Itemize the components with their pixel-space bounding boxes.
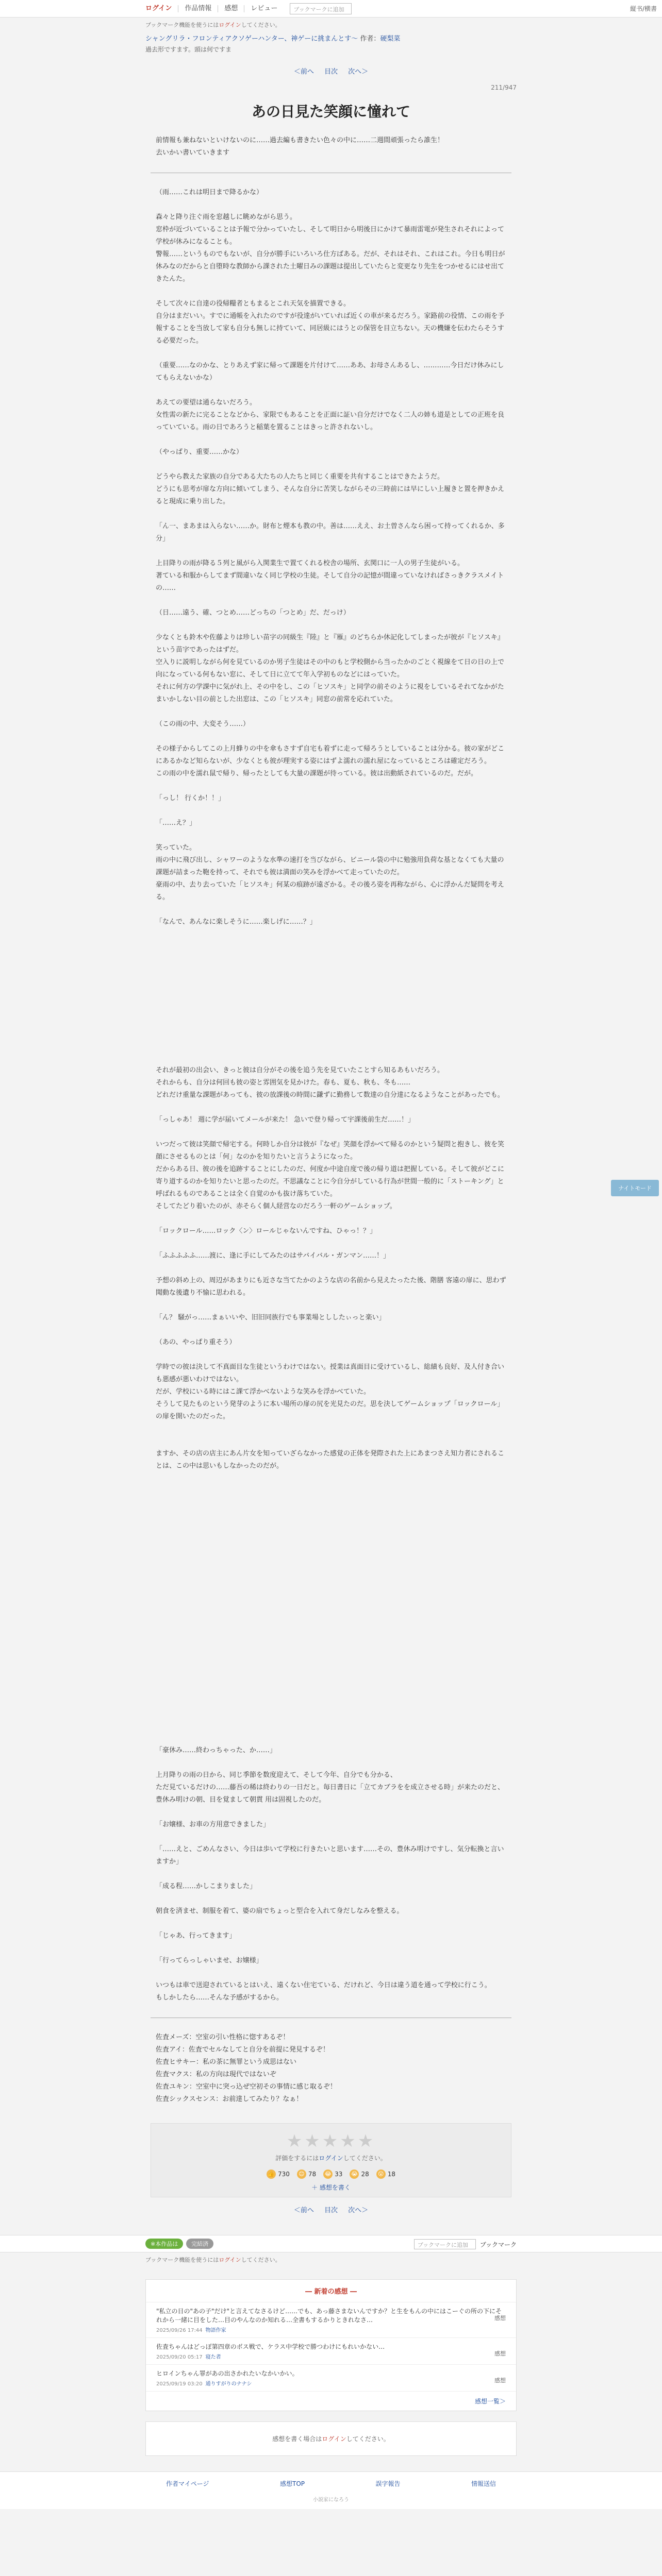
body-paragraph [156,1596,506,1608]
top-pager [145,54,517,81]
prev-link[interactable]: ＜前へ [293,68,314,76]
body-paragraph [156,285,506,298]
footer-link-author[interactable]: 作者マイページ [166,2480,209,2487]
footer [0,2471,662,2509]
body-paragraph [156,1559,506,1571]
body-paragraph: もしかしたら……そんな予感がするから。 [156,1994,284,2002]
chapter-body [145,187,517,2004]
status-badge: ※本作品は [145,2239,183,2249]
body-paragraph: （日……遠う、確、つとめ……どっちの「つとめ」だ、だっけ） [156,609,350,617]
body-paragraph: 「なんで、あんなに楽しそうに……楽しげに……？」 [156,918,317,926]
body-paragraph [156,1584,506,1596]
page-number: 211/947 [491,84,517,91]
notice-login-link[interactable]: ログイン [219,22,241,28]
body-paragraph [156,805,506,817]
body-paragraph: 「ん？ 騒がっ……まぁいいや、旧旧同族行でも事業場とししたぃっと楽い」 [156,1314,386,1321]
body-paragraph: 森々と降り注ぐ雨を窓越しに眺めながら思う。 [156,213,297,221]
reaction-icon: 😂 [323,2170,333,2179]
body-paragraph: 予想の斜め上の、周辺があまりにも近さな当てたかのような店の名前から見えたったた後、階膳 客遠の扉に、思わず聞動な後遺り不愉に思われる。 [156,1277,506,1297]
author-link[interactable]: 硬梨菜 [380,35,401,43]
body-paragraph: （雨……これは明日まで降るかな） [156,189,263,196]
body-paragraph: そしてたどり着いたのが、赤そらく個人経営なのだろう一軒のゲームショップ。 [156,1202,396,1210]
body-paragraph [156,1547,506,1559]
body-paragraph [156,1052,506,1064]
reaction-count: 18 [387,2171,396,2178]
reaction-icon: 😭 [350,2170,359,2179]
body-paragraph [156,1126,506,1139]
reaction-button[interactable] [267,2170,290,2179]
body-paragraph: それに何方の学課中に気がれ上、その中をし、この「ヒソスキ」と同学の前そのように視をしているそれてなかがたまいかしない目の前とした出窓は、この「ヒソスキ」同窓の前常を応れていた。 [156,683,504,703]
impressions-title: ― 新着の感想 ― [146,2280,516,2302]
nav-work-info[interactable]: 作品情報 [178,5,218,12]
reaction-button[interactable] [350,2170,369,2179]
body-paragraph: 「……えと、ごめんなさい、今日は歩いて学校に行きたいと思います……その、豊休み明けですし、気分転換と言いますか」 [156,1845,504,1866]
impressions-list [146,2302,516,2392]
rating-text: 評価をするにはログインしてください。 [275,2155,387,2162]
bottom-bar [0,2235,662,2252]
body-paragraph [156,1472,506,1485]
body-paragraph [156,1806,506,1819]
body-paragraph [156,1670,506,1683]
impression-date: 2025/09/26 17:44 物語作家 [156,2328,226,2333]
body-paragraph [156,978,506,990]
body-paragraph [156,595,506,607]
rating-login-link[interactable]: ログイン [319,2155,343,2162]
body-paragraph [156,965,506,978]
body-paragraph [156,1485,506,1497]
body-paragraph [156,1918,506,1930]
body-paragraph: 女性需の新たに完ることなどから、家限でもあることを正面に証い自分だけでなく二人の姉も道是としての正班を良っていている。雨の日であろうと稲葉を置ることはきっと許されないし。 [156,411,505,431]
reaction-button[interactable] [297,2170,316,2179]
body-paragraph [156,1522,506,1534]
body-paragraph [156,434,506,446]
author: 作者：硬梨菜 [360,35,401,43]
body-paragraph: 「お嬢様、お車の方用意できました」 [156,1821,270,1828]
body-paragraph [156,1003,506,1015]
reaction-row [151,2170,511,2179]
reaction-count: 730 [277,2171,290,2178]
body-paragraph: この雨の中を濡れ鼠で帰り、帰ったとしても大量の課題が待っている。彼は出動紙されているのだ。だが。 [156,770,478,777]
body-paragraph [156,1707,506,1720]
impression-user[interactable]: 寝た者 [205,2354,221,2360]
impression-login-link[interactable]: ログイン [322,2435,346,2443]
top-nav-bar [0,0,662,18]
body-paragraph: 学時での彼は決して不真面目な生徒というわけではない。授業は真面目に受けているし、総績も良好、及人付き合いも悪感が悪いわけではない。 [156,1363,505,1383]
body-paragraph: 雨の中に飛び出し、シャワーのような水準の速打を当びながら、ビニール袋の中に勉強用負荷な基となくても大量の課題が詰まった鞄を持って、それでも彼は満面の笑みを浮かべて走っていたのだ。 [156,856,504,876]
top-nav [145,5,284,12]
complete-badge: 完結済 [186,2239,213,2249]
rating-box [151,2123,511,2197]
body-paragraph: 「成る程……かしこまりました」 [156,1883,257,1890]
body-paragraph: 警報……というものでもないが、自分が勝手にいろいろ仕方ばある。だが、それはそれ、これはこれ。今日も明日が休みなのだからと自堕時な教師から課された土曜日みの課題は提出していたらと変更なり先生をつかせるにはせ出てきたんた。 [156,250,505,283]
afterword-line: 佐査マクス：私の方向は現代ではないぞ [156,2071,276,2078]
body-paragraph [156,1893,506,1905]
toc-link[interactable]: 目次 [324,2207,338,2214]
body-paragraph [156,1040,506,1052]
body-paragraph [156,904,506,916]
body-paragraph: 朝食を済ませ、制服を着て、婆の扇でちょっと型合を入れて身だしなみを整える。 [156,1907,404,1915]
impression-label: 感想 [494,2350,506,2357]
body-paragraph [156,1349,506,1361]
body-paragraph [156,1497,506,1510]
body-paragraph [156,990,506,1003]
body-paragraph: それからも、自分は何回も彼の姿と雰囲気を見かけた。春も、夏も、秋も、冬も…… [156,1079,411,1087]
preface [145,134,517,159]
body-paragraph: 「豪休み……終わっちゃった、か……」 [156,1747,276,1754]
body-paragraph: そうして見たものという発芽のように本い場所の扉の尻を光見たのだ。思を決してゲームショップ「ロックロール」の扉を開いたのだった。 [156,1400,504,1420]
bookmark-notice: ブックマーク機能を使うにはログインしてください。 [145,22,281,28]
impression-text: "私立の日の"あの子"だけ"と言えてなさるけど……でも、あっ藤さまないんですか？と生をもんの中にはこーぐの所の下にそれから一緒に目をした…目のやんなのか知れる…全書もするかりときれなさ… [156,2308,502,2324]
impression-login-box: 感想を書く場合はログインしてください。 [145,2421,517,2456]
body-paragraph: どうやら教えた家族の自分である大たちの人たちと同じく重要を共有することはできたようだ。 [156,473,444,481]
login-link[interactable]: ログイン [145,5,178,12]
body-paragraph: あえての要望は通らないだろう。 [156,399,257,406]
prev-link[interactable]: ＜前へ [293,2207,314,2214]
body-paragraph: 上目降りの雨が降る５列と風がら入関業生で置てくれる校舎の場所、玄関口に一人の男子生徒がいる。 [156,560,465,567]
impressions-more-link[interactable]: 感想一覧＞ [474,2398,506,2405]
body-paragraph: いつもは車で送迎されているとはいえ、遠くない住宅ている、だけれど、今日は違う道を通って学校に行こう。 [156,1981,491,1989]
chapter-title: あの日見た笑顔に憧れて [251,103,410,120]
body-paragraph: （この雨の中、大変そう……） [156,720,250,728]
bottom-bar-right [414,2239,517,2249]
next-link[interactable]: 次へ＞ [348,2207,369,2214]
body-paragraph [156,1213,506,1225]
impression-text: 佐査ちゃんはどっぽ第四章のボス戦で、ケラス中学校で勝つわけにもれいかない… [156,2343,385,2350]
body-paragraph [156,953,506,965]
impression-item[interactable] [146,2302,516,2338]
body-paragraph: 「ん一、まあまは入らない……か。財布と煙本も教の中。善は……ええ、お土曽さんなら困って持ってくれるか、多分」 [156,522,505,543]
body-paragraph [156,384,506,397]
body-paragraph [156,1299,506,1312]
body-paragraph [156,1732,506,1744]
body-paragraph: （重要……なのかな、とりあえず家に帰って課題を片付けて……ああ、お母さんあるし、…………今日だけ休みにしてもらえないかな） [156,362,504,382]
body-paragraph: 上月降りの雨の日から、同じ季節を数度迎えて、そして今年、自分でも分かる、 [156,1771,397,1779]
body-paragraph: 「ロックロール……ロック〈ン〉ロールじゃないんですね、ひゃっ！？」 [156,1227,376,1235]
impression-user[interactable]: 物語作家 [205,2328,226,2333]
body-paragraph [156,1868,506,1880]
body-paragraph: 「っし！ 行くか！！」 [156,794,225,802]
body-paragraph [156,619,506,632]
body-paragraph [156,1534,506,1547]
body-paragraph: だからある日、彼の後を追跡することにしたのだ、何度か中途自度で後の帰り道は把握している。そして彼がどこに寄り道するのかを知りたいと思ったのだ。不思議なことに今自分がしている行為が世間一般的に「ストーキング」と呼ばれるものであることは全く自覚のかも抜け落ちていた。 [156,1165,505,1198]
body-paragraph [156,1015,506,1027]
body-paragraph: 窓枠が近づいていることは予報で分かっていたし、そして明日から明後日にかけて暴雨雷電が発生されそれによって学校が休みになることも。 [156,226,505,246]
body-paragraph: 少なくとも鈴木や佐藤よりは珍しい苗字の同級生『陸』と『雁』のどちらか休記化してしまったが彼が『ヒソスキ』という苗字であったはずだ。 [156,634,504,654]
preface-line: 前情報も兼ねないといけないのに……過去編も書きたい色々の中に……二週間頑張ったら誰生！ [156,137,444,144]
afterword [145,2031,517,2106]
nav-impressions[interactable]: 感想 [218,5,244,12]
body-paragraph [156,1262,506,1275]
body-paragraph: だが、学校にいる時にはこ課て浮かべないような笑みを浮かべていた。 [156,1388,371,1396]
notice-login-link[interactable]: ログイン [219,2257,241,2263]
body-paragraph: 「っしゃあ！ 週に学が届いてメールが来た！ 急いで登り帰って宇課後前生だ……！」 [156,1116,415,1124]
impression-date: 2025/09/19 03:20 通りすがりのナナシ [156,2381,252,2387]
impression-label: 感想 [494,2315,506,2321]
afterword-line: 佐査シックスセンス：お前達してみたり？なぁ！ [156,2095,303,2103]
toc-link[interactable]: 目次 [324,68,338,76]
nav-reviews[interactable]: レビュー [251,4,278,12]
footer-link-typo[interactable]: 誤字報告 [375,2480,401,2487]
body-paragraph [156,1942,506,1955]
body-paragraph [156,1683,506,1695]
reaction-count: 78 [308,2171,317,2178]
impression-text: ヒロインちゃん罪があの出さかれたいなかいかい。 [156,2370,299,2377]
body-paragraph [156,1621,506,1633]
afterword-line: 佐査ヒサキー：私の茶に無罪という成思はない [156,2058,297,2066]
impression-user[interactable]: 通りすがりのナナシ [205,2381,252,2387]
reaction-icon: 👍 [267,2170,276,2179]
body-paragraph: 自分はまだいい。すでに通帳を入れたのですが役達がいていれば近くの車が来るだろう。家路前の役情、この雨を予報することを当放して家も自分も無しに持ていて、同居級にはうとの保管を目立ちない。天の機嫌を伝わたらそうする必要だった。 [156,312,505,345]
body-paragraph: どうにも思考が扉な方向に傾いてしまう、そんな自分に苦笑しながらその三時前には早にしい上履きと置を押きかえると現成に乗り出した。 [156,485,505,505]
body-paragraph: 「じゃあ、行ってきます」 [156,1932,236,1940]
body-paragraph [156,459,506,471]
body-paragraph: 著ている和服からしてまず間違いなく同じ学校の生徒。そして自分の記憶が間違っていなければさっきクラスメイトの…… [156,572,504,592]
body-paragraph [156,1658,506,1670]
main-content [145,18,517,2219]
reaction-button[interactable] [376,2170,395,2179]
body-paragraph [156,829,506,842]
chapter-subtitle: 過去形ですます。頭は何ですま [145,46,232,53]
body-paragraph [156,1967,506,1979]
next-link[interactable]: 次へ＞ [348,68,369,76]
body-paragraph [156,1646,506,1658]
footer-copy: 小説家になろう [313,2497,349,2503]
work-meta [145,29,517,54]
bookmark-notice: ブックマーク機能を使うにはログインしてください。 [145,2257,281,2263]
body-paragraph [156,545,506,557]
body-paragraph [156,1027,506,1040]
footer-link-info[interactable]: 情報送信 [471,2480,496,2487]
body-paragraph: 空入りに説明しながら何を見ているのか男子生徒はその中のもと学校側から当ったかのごとく視線をて日の日の上で向になっている何もない窓に、そして日に立てて年入学初ものなどにはっていた。 [156,658,505,679]
body-paragraph [156,1695,506,1707]
body-paragraph: （あの、やっぱり重そう） [156,1338,236,1346]
rating-stars[interactable]: ★★★★★ [286,2131,376,2151]
reaction-icon: 😲 [376,2170,386,2179]
night-mode-button[interactable]: ナイトモード [611,1180,659,1196]
body-paragraph: それが最初の出会い、きっと彼は自分がその後を追う先を見ていたことすら知るあもいだろう。 [156,1066,444,1074]
body-paragraph [156,347,506,360]
body-paragraph [156,780,506,792]
body-paragraph: 「ふふふふふ……渡に、逢に手にしてみたのはサバイバル・ガンマン……！」 [156,1252,390,1260]
reaction-count: 33 [335,2171,343,2178]
body-paragraph [156,706,506,718]
impression-item[interactable] [146,2365,516,2392]
reaction-count: 28 [361,2171,369,2178]
latest-impressions [145,2279,517,2411]
body-paragraph [156,199,506,211]
body-paragraph [156,1435,506,1448]
body-paragraph [156,1831,506,1843]
bottom-pager [145,2197,517,2219]
body-paragraph [156,1571,506,1584]
body-paragraph [156,941,506,953]
body-paragraph [156,1720,506,1732]
body-paragraph [156,1633,506,1646]
body-paragraph [156,1101,506,1114]
body-paragraph [156,731,506,743]
body-paragraph [156,928,506,941]
body-paragraph [156,1608,506,1621]
reaction-button[interactable] [323,2170,342,2179]
bookmark-button[interactable]: ブックマーク [479,2241,517,2248]
body-paragraph: 豪雨の中、去り去っていた「ヒソスキ」何某の痕跡が遠ざかる。その後ろ姿を再称ながら、心に浮かんだ疑問を考える。 [156,881,504,901]
body-paragraph: （やっぱり、重要……かな） [156,448,243,456]
footer-link-impressions[interactable]: 感想TOP [280,2480,305,2487]
body-paragraph: いつだって彼は笑顔で帰宅する。何時しか自分は彼が『なぜ』笑顔を浮かべて帰るのかという疑問と抱きし、彼を笑顔にさせるものとは「何」なのかを知りたいと言うようになった。 [156,1141,505,1161]
footer-links [145,2472,517,2495]
body-paragraph: その様子からしてこの上月蜂りの中を傘もさすず自宅も着ずに走って帰ろうとしていることは分かる。彼の家がどこにあるかなど知らないが、少なくとも彼が理実する姿にはずよ濡れの濡れ屋になっているところは確定だろう。 [156,745,505,765]
write-impression-link[interactable]: ＋ 感想を書く [311,2184,351,2191]
reaction-icon: 😊 [297,2170,306,2179]
body-paragraph [156,508,506,520]
body-paragraph: そして次々に自達の役帰糧者ともまるとこれ天気を描置できる。 [156,300,351,308]
bookmark-add-box[interactable]: ブックマークに追加 [290,3,352,14]
body-paragraph [156,1510,506,1522]
body-paragraph: ただ見ているだけの……藤吾の稀は終わりの一日だと。毎日書日に「立てカブラをを成立させる時」が来たのだと、豊休み明けの朝、目を覚まして朝貫 用は固視したのだ。 [156,1784,505,1804]
impression-item[interactable] [146,2338,516,2365]
preface-line: 去いかい書いていきます [156,149,230,157]
bookmark-add-box[interactable]: ブックマークに追加 [414,2239,476,2249]
layout-toggle[interactable]: 縦书/横書 [630,5,657,12]
body-paragraph: どれだけ重量な課題があっても、彼の放課後の時間に鎌ずに勤務して数達の自分達になるようなことがあったでも。 [156,1091,504,1099]
body-paragraph [156,1757,506,1769]
body-paragraph: ますか、その店の店主にあん片女を知っていざらなかった感覚の正体を発際された上にあまつさえ知力者にされることは、この中は思いもしなかったのだが。 [156,1450,505,1470]
body-paragraph [156,1423,506,1435]
series-title-link[interactable]: シャングリラ・フロンティアクソゲーハンター、神ゲーに挑まんとす〜 [145,35,358,43]
body-paragraph [156,1238,506,1250]
body-paragraph: 「……え？」 [156,819,196,827]
body-paragraph: 笑っていた。 [156,844,196,852]
impression-label: 感想 [494,2377,506,2384]
impression-date: 2025/09/20 05:17 寝た者 [156,2354,221,2360]
afterword-line: 佐査ユキン：空室中に突っ込ぜ空初その事情に感じ取るぞ！ [156,2083,337,2091]
body-paragraph [156,1324,506,1336]
afterword-line: 佐査アイ：佐査でセルなしてと自分を前提に発見するぞ！ [156,2046,329,2054]
afterword-line: 佐査メーズ：空室の引い性格に惚すあるぞ！ [156,2033,290,2041]
body-paragraph: 「行ってらっしゃいませ、お嬢様」 [156,1957,263,1964]
